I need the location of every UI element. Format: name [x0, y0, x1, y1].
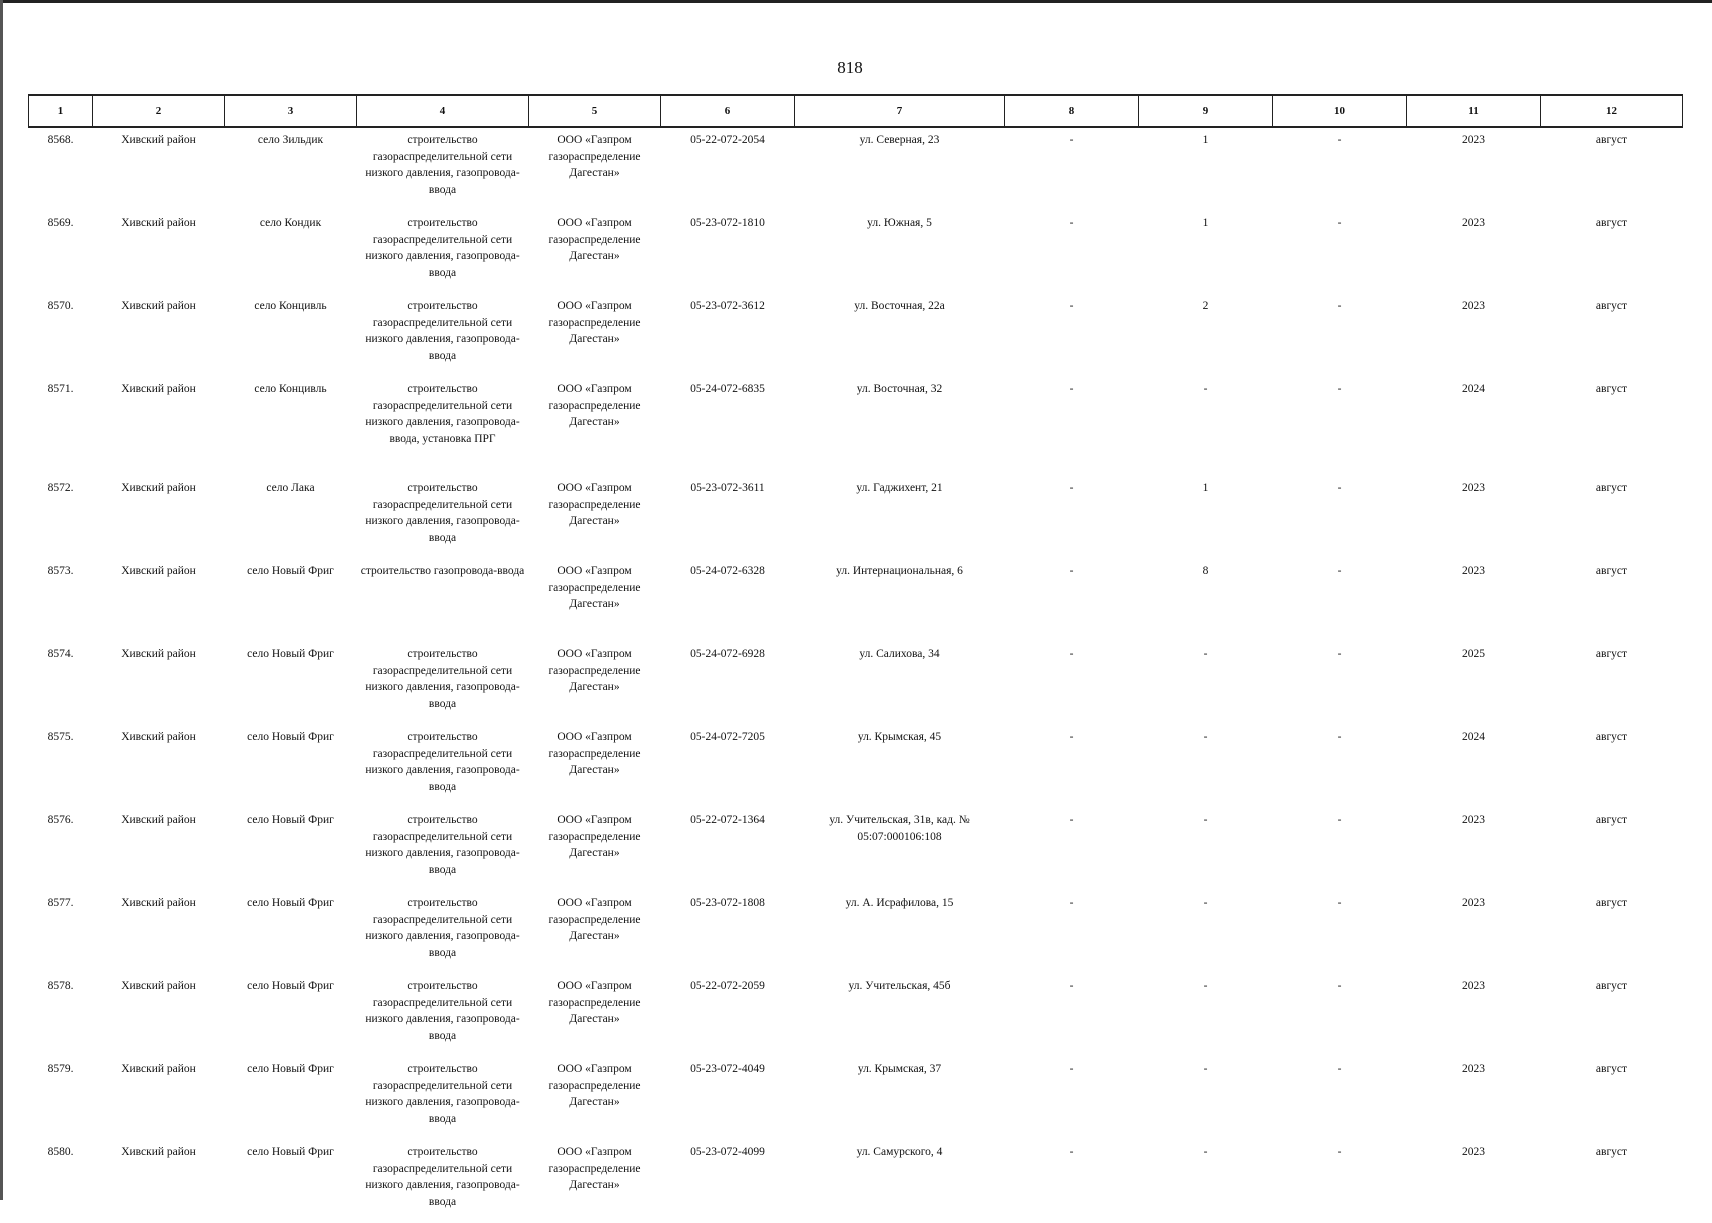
work-cell: строительство газораспределительной сети низкого давления, газопровода-ввода: [365, 814, 520, 876]
district-cell: Хивский район: [121, 980, 196, 992]
settlement-cell: село Новый Фриг: [247, 731, 334, 743]
year-cell: 2023: [1462, 300, 1485, 312]
row-number: 8575.: [47, 731, 74, 743]
district-cell: Хивский район: [121, 300, 196, 312]
col8-cell: -: [1069, 1063, 1074, 1075]
row-number: 8576.: [47, 814, 74, 826]
year-cell: 2023: [1462, 1063, 1485, 1075]
address-cell: ул. Южная, 5: [867, 217, 932, 229]
col9-cell: 1: [1202, 482, 1209, 494]
settlement-cell: село Зильдик: [257, 134, 324, 146]
year-cell: 2023: [1462, 980, 1485, 992]
col9-cell: 2: [1202, 300, 1209, 312]
column-header-7: 7: [795, 95, 1005, 127]
settlement-cell: село Концивль: [254, 383, 327, 395]
operator-cell: ООО «Газпром газораспределение Дагестан»: [548, 300, 641, 345]
work-cell: строительство газораспределительной сети низкого давления, газопровода-ввода: [365, 134, 520, 196]
col10-cell: -: [1337, 217, 1342, 229]
address-cell: ул. Салихова, 34: [859, 648, 940, 660]
col10-cell: -: [1337, 1063, 1342, 1075]
row-number: 8573.: [47, 565, 74, 577]
year-cell: 2023: [1462, 134, 1485, 146]
gasification-table: [28, 94, 1683, 1223]
page-number: 818: [837, 58, 863, 77]
col9-cell: -: [1203, 897, 1208, 909]
operator-cell: ООО «Газпром газораспределение Дагестан»: [548, 897, 641, 942]
work-cell: строительство газораспределительной сети низкого давления, газопровода-ввода: [365, 1146, 520, 1208]
col9-cell: -: [1203, 383, 1208, 395]
year-cell: 2023: [1462, 1146, 1485, 1158]
month-cell: август: [1595, 565, 1628, 577]
address-cell: ул. Восточная, 22а: [854, 300, 945, 312]
code-cell: 05-24-072-6328: [690, 565, 765, 577]
col10-cell: -: [1337, 300, 1342, 312]
year-cell: 2024: [1462, 383, 1485, 395]
settlement-cell: село Новый Фриг: [247, 980, 334, 992]
address-cell: ул. Гаджихент, 21: [856, 482, 943, 494]
col10-cell: -: [1337, 565, 1342, 577]
address-cell: ул. А. Исрафилова, 15: [845, 897, 954, 909]
settlement-cell: село Новый Фриг: [247, 1146, 334, 1158]
month-cell: август: [1595, 383, 1628, 395]
settlement-cell: село Концивль: [254, 300, 327, 312]
row-number: 8569.: [47, 217, 74, 229]
operator-cell: ООО «Газпром газораспределение Дагестан»: [548, 217, 641, 262]
column-header-6: 6: [661, 95, 795, 127]
district-cell: Хивский район: [121, 383, 196, 395]
district-cell: Хивский район: [121, 648, 196, 660]
operator-cell: ООО «Газпром газораспределение Дагестан»: [548, 134, 641, 179]
table-row: [29, 127, 1683, 211]
work-cell: строительство газораспределительной сети низкого давления, газопровода-ввода: [365, 217, 520, 279]
table-row: [29, 891, 1683, 974]
col8-cell: -: [1069, 482, 1074, 494]
col8-cell: -: [1069, 300, 1074, 312]
col9-cell: -: [1203, 648, 1208, 660]
operator-cell: ООО «Газпром газораспределение Дагестан»: [548, 482, 641, 527]
operator-cell: ООО «Газпром газораспределение Дагестан»: [548, 980, 641, 1025]
district-cell: Хивский район: [121, 731, 196, 743]
code-cell: 05-24-072-7205: [690, 731, 765, 743]
operator-cell: ООО «Газпром газораспределение Дагестан»: [548, 648, 641, 693]
settlement-cell: село Новый Фриг: [247, 648, 334, 660]
district-cell: Хивский район: [121, 1146, 196, 1158]
col9-cell: -: [1203, 731, 1208, 743]
month-cell: август: [1595, 217, 1628, 229]
work-cell: строительство газораспределительной сети низкого давления, газопровода-ввода: [365, 980, 520, 1042]
code-cell: 05-23-072-1810: [690, 217, 765, 229]
code-cell: 05-23-072-4099: [690, 1146, 765, 1158]
month-cell: август: [1595, 300, 1628, 312]
table-row: [29, 377, 1683, 476]
column-header-3: 3: [225, 95, 357, 127]
address-cell: ул. Северная, 23: [859, 134, 940, 146]
month-cell: август: [1595, 980, 1628, 992]
month-cell: август: [1595, 897, 1628, 909]
column-header-11: 11: [1407, 95, 1541, 127]
col10-cell: -: [1337, 897, 1342, 909]
work-cell: строительство газораспределительной сети низкого давления, газопровода-ввода: [365, 897, 520, 959]
work-cell: строительство газораспределительной сети низкого давления, газопровода-ввода: [365, 1063, 520, 1125]
operator-cell: ООО «Газпром газораспределение Дагестан»: [548, 565, 641, 610]
code-cell: 05-24-072-6928: [690, 648, 765, 660]
col9-cell: -: [1203, 1063, 1208, 1075]
col8-cell: -: [1069, 134, 1074, 146]
col10-cell: -: [1337, 134, 1342, 146]
col8-cell: -: [1069, 648, 1074, 660]
address-cell: ул. Учительская, 45б: [848, 980, 951, 992]
work-cell: строительство газораспределительной сети низкого давления, газопровода-ввода: [365, 482, 520, 544]
settlement-cell: село Новый Фриг: [247, 1063, 334, 1075]
column-header-9: 9: [1139, 95, 1273, 127]
header-row: [29, 95, 1683, 127]
row-number: 8580.: [47, 1146, 74, 1158]
district-cell: Хивский район: [121, 482, 196, 494]
col8-cell: -: [1069, 731, 1074, 743]
settlement-cell: село Новый Фриг: [247, 897, 334, 909]
year-cell: 2024: [1462, 731, 1485, 743]
row-number: 8577.: [47, 897, 74, 909]
settlement-cell: село Новый Фриг: [247, 814, 334, 826]
scan-border-left: [0, 0, 3, 1200]
address-cell: ул. Крымская, 45: [857, 731, 942, 743]
row-number: 8578.: [47, 980, 74, 992]
table-row: [29, 476, 1683, 559]
code-cell: 05-23-072-3611: [690, 482, 765, 494]
address-cell: ул. Учительская, 31в, кад. № 05:07:000106:108: [829, 814, 970, 843]
scan-border-top: [0, 0, 1712, 3]
month-cell: август: [1595, 482, 1628, 494]
col8-cell: -: [1069, 897, 1074, 909]
year-cell: 2023: [1462, 217, 1485, 229]
table-row: [29, 642, 1683, 725]
operator-cell: ООО «Газпром газораспределение Дагестан»: [548, 1146, 641, 1191]
table-row: [29, 1140, 1683, 1223]
month-cell: август: [1595, 134, 1628, 146]
row-number: 8568.: [47, 134, 74, 146]
settlement-cell: село Кондик: [259, 217, 322, 229]
col8-cell: -: [1069, 980, 1074, 992]
column-header-12: 12: [1541, 95, 1683, 127]
code-cell: 05-23-072-1808: [690, 897, 765, 909]
column-header-8: 8: [1005, 95, 1139, 127]
col10-cell: -: [1337, 980, 1342, 992]
col8-cell: -: [1069, 814, 1074, 826]
year-cell: 2023: [1462, 482, 1485, 494]
row-number: 8571.: [47, 383, 74, 395]
col10-cell: -: [1337, 648, 1342, 660]
row-number: 8570.: [47, 300, 74, 312]
col8-cell: -: [1069, 217, 1074, 229]
col9-cell: 1: [1202, 217, 1209, 229]
month-cell: август: [1595, 648, 1628, 660]
col9-cell: -: [1203, 980, 1208, 992]
table-row: [29, 559, 1683, 642]
operator-cell: ООО «Газпром газораспределение Дагестан»: [548, 1063, 641, 1108]
col9-cell: 8: [1202, 565, 1209, 577]
month-cell: август: [1595, 1063, 1628, 1075]
table-row: [29, 725, 1683, 808]
address-cell: ул. Самурского, 4: [856, 1146, 943, 1158]
col10-cell: -: [1337, 814, 1342, 826]
table-row: [29, 211, 1683, 294]
col10-cell: -: [1337, 731, 1342, 743]
year-cell: 2023: [1462, 897, 1485, 909]
table-row: [29, 974, 1683, 1057]
col8-cell: -: [1069, 565, 1074, 577]
year-cell: 2025: [1462, 648, 1485, 660]
row-number: 8579.: [47, 1063, 74, 1075]
address-cell: ул. Крымская, 37: [857, 1063, 942, 1075]
district-cell: Хивский район: [121, 814, 196, 826]
col8-cell: -: [1069, 383, 1074, 395]
row-number: 8572.: [47, 482, 74, 494]
work-cell: строительство газораспределительной сети низкого давления, газопровода-ввода: [365, 300, 520, 362]
col9-cell: -: [1203, 1146, 1208, 1158]
code-cell: 05-22-072-1364: [690, 814, 765, 826]
code-cell: 05-23-072-4049: [690, 1063, 765, 1075]
col8-cell: -: [1069, 1146, 1074, 1158]
month-cell: август: [1595, 814, 1628, 826]
code-cell: 05-22-072-2059: [690, 980, 765, 992]
column-header-4: 4: [357, 95, 529, 127]
code-cell: 05-24-072-6835: [690, 383, 765, 395]
column-header-1: 1: [29, 95, 93, 127]
district-cell: Хивский район: [121, 1063, 196, 1075]
operator-cell: ООО «Газпром газораспределение Дагестан»: [548, 814, 641, 859]
table-row: [29, 294, 1683, 377]
work-cell: строительство газопровода-ввода: [360, 565, 525, 577]
operator-cell: ООО «Газпром газораспределение Дагестан»: [548, 383, 641, 428]
code-cell: 05-23-072-3612: [690, 300, 765, 312]
column-header-2: 2: [93, 95, 225, 127]
col10-cell: -: [1337, 383, 1342, 395]
col9-cell: 1: [1202, 134, 1209, 146]
settlement-cell: село Лака: [266, 482, 315, 494]
address-cell: ул. Восточная, 32: [856, 383, 943, 395]
address-cell: ул. Интернациональная, 6: [836, 565, 963, 577]
district-cell: Хивский район: [121, 897, 196, 909]
col9-cell: -: [1203, 814, 1208, 826]
month-cell: август: [1595, 731, 1628, 743]
year-cell: 2023: [1462, 565, 1485, 577]
district-cell: Хивский район: [121, 565, 196, 577]
row-number: 8574.: [47, 648, 74, 660]
col10-cell: -: [1337, 1146, 1342, 1158]
year-cell: 2023: [1462, 814, 1485, 826]
settlement-cell: село Новый Фриг: [247, 565, 334, 577]
table-row: [29, 808, 1683, 891]
work-cell: строительство газораспределительной сети низкого давления, газопровода-ввода: [365, 648, 520, 710]
work-cell: строительство газораспределительной сети низкого давления, газопровода-ввода, установка ПРГ: [365, 383, 520, 445]
column-header-5: 5: [529, 95, 661, 127]
column-header-10: 10: [1273, 95, 1407, 127]
col10-cell: -: [1337, 482, 1342, 494]
month-cell: август: [1595, 1146, 1628, 1158]
code-cell: 05-22-072-2054: [690, 134, 765, 146]
table-row: [29, 1057, 1683, 1140]
district-cell: Хивский район: [121, 134, 196, 146]
operator-cell: ООО «Газпром газораспределение Дагестан»: [548, 731, 641, 776]
work-cell: строительство газораспределительной сети низкого давления, газопровода-ввода: [365, 731, 520, 793]
district-cell: Хивский район: [121, 217, 196, 229]
